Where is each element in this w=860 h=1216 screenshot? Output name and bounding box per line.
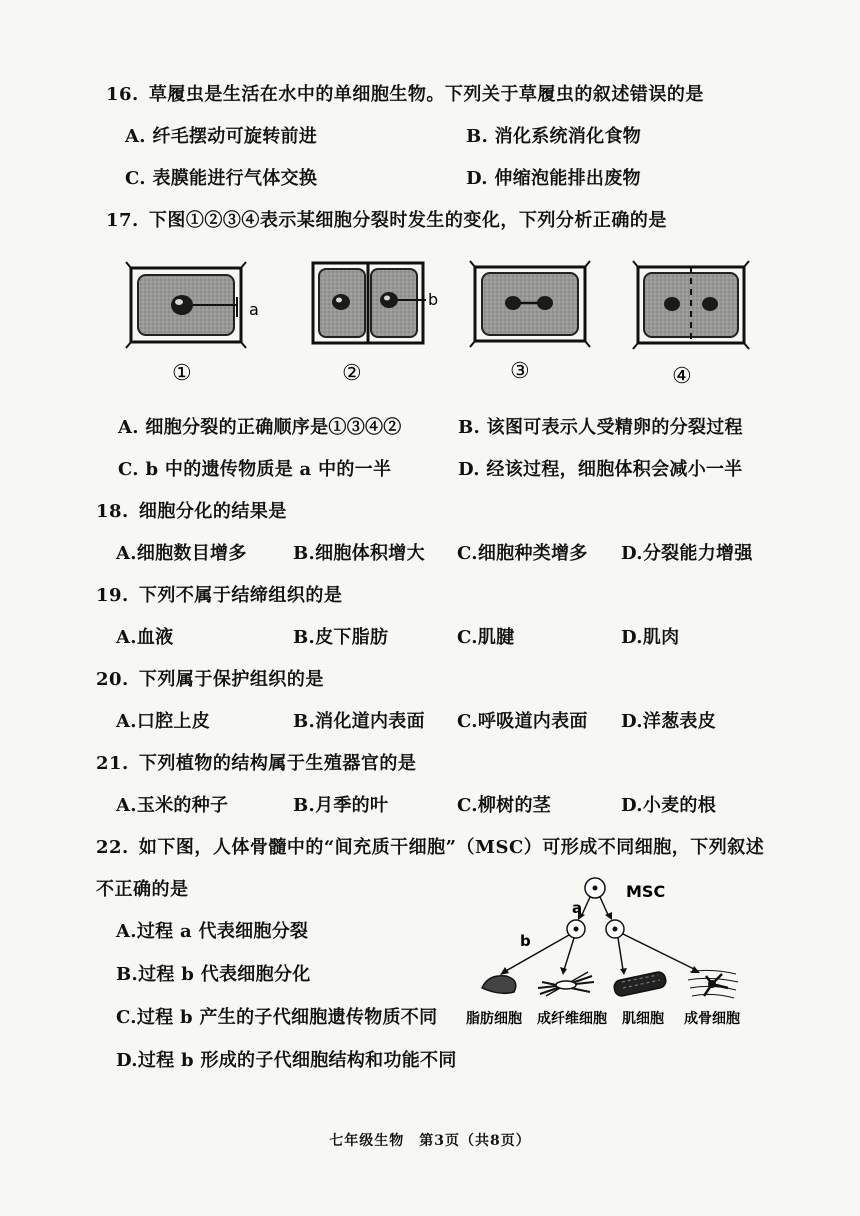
- question-number: 18.: [96, 501, 129, 522]
- msc-differentiation-diagram: [460, 872, 760, 1032]
- question-number: 19.: [96, 585, 129, 606]
- question-number: 22.: [96, 837, 129, 858]
- question-text: 细胞分化的结果是: [138, 501, 287, 522]
- msc-label: MSC: [626, 882, 666, 901]
- option-a: A.血液: [116, 627, 174, 648]
- option-c: C.肌腱: [457, 627, 515, 648]
- marker-a: a: [249, 300, 259, 319]
- cell-label-osteoblast: 成骨细胞: [684, 1011, 740, 1027]
- msc-cell: [585, 878, 605, 898]
- question-number: 17.: [106, 210, 139, 231]
- option-d: D.过程 b 形成的子代细胞结构和功能不同: [116, 1050, 457, 1071]
- question-text: 下列不属于结缔组织的是: [138, 585, 343, 606]
- page-footer: 七年级生物 第3页（共8页）: [329, 1133, 531, 1149]
- option-c: C. b 中的遗传物质是 a 中的一半: [118, 459, 392, 480]
- option-c: C.细胞种类增多: [457, 543, 588, 564]
- stage-label-4: ④: [672, 364, 692, 389]
- option-d: D.肌肉: [621, 627, 680, 648]
- question-19-stem: [96, 581, 342, 607]
- question-18-stem: [96, 497, 287, 523]
- question-22-stem-continued: 不正确的是: [96, 879, 189, 900]
- question-text: 草履虫是生活在水中的单细胞生物。下列关于草履虫的叙述错误的是: [148, 84, 704, 105]
- option-a: A.口腔上皮: [116, 711, 211, 732]
- option-b: B. 消化系统消化食物: [466, 126, 642, 147]
- cell-stage-4: [633, 261, 749, 349]
- option-c: C.柳树的茎: [457, 795, 552, 816]
- question-text: 如下图，人体骨髓中的“间充质干细胞”（MSC）可形成不同细胞，下列叙述: [138, 837, 765, 858]
- process-b-label: b: [520, 932, 531, 950]
- stage-label-1: ①: [172, 361, 192, 386]
- option-c: C. 表膜能进行气体交换: [125, 168, 318, 189]
- muscle-cell-shape: [613, 971, 667, 997]
- question-16-stem: [106, 80, 704, 106]
- fibroblast-shape: [538, 972, 594, 996]
- question-text: 下列属于保护组织的是: [138, 669, 324, 690]
- question-22-stem: [96, 833, 764, 859]
- option-b: B.消化道内表面: [293, 711, 425, 732]
- option-d: D.分裂能力增强: [621, 543, 753, 564]
- marker-b: b: [428, 290, 439, 309]
- question-21-stem: [96, 749, 416, 775]
- option-a: A.过程 a 代表细胞分裂: [116, 921, 309, 942]
- question-17-stem: [106, 206, 667, 232]
- option-a: A.细胞数目增多: [116, 543, 247, 564]
- option-b: B.细胞体积增大: [293, 543, 425, 564]
- fat-cell-shape: [482, 976, 516, 994]
- option-a: A. 纤毛摆动可旋转前进: [125, 126, 318, 147]
- question-number: 16.: [106, 84, 139, 105]
- option-c: C.过程 b 产生的子代细胞遗传物质不同: [116, 1007, 438, 1028]
- osteoblast-shape: [688, 970, 738, 998]
- question-number: 20.: [96, 669, 129, 690]
- question-text: 下图①②③④表示某细胞分裂时发生的变化，下列分析正确的是: [148, 210, 667, 231]
- option-b: B.皮下脂肪: [293, 627, 389, 648]
- process-a-label: a: [572, 899, 583, 917]
- option-b: B. 该图可表示人受精卵的分裂过程: [458, 417, 743, 438]
- option-b: B.月季的叶: [293, 795, 389, 816]
- cell-division-figure: [120, 255, 760, 400]
- cell-label-fibroblast: 成纤维细胞: [537, 1011, 607, 1027]
- daughter-cell-left: [567, 920, 585, 938]
- option-d: D.洋葱表皮: [621, 711, 717, 732]
- cell-label-muscle: 肌细胞: [622, 1011, 664, 1027]
- question-text: 下列植物的结构属于生殖器官的是: [138, 753, 417, 774]
- stage-label-2: ②: [342, 361, 362, 386]
- option-b: B.过程 b 代表细胞分化: [116, 964, 311, 985]
- option-d: D. 经该过程，细胞体积会减小一半: [458, 459, 743, 480]
- question-number: 21.: [96, 753, 129, 774]
- option-d: D.小麦的根: [621, 795, 717, 816]
- cell-stage-3: [470, 261, 590, 347]
- option-c: C.呼吸道内表面: [457, 711, 588, 732]
- option-a: A. 细胞分裂的正确顺序是①③④②: [118, 417, 402, 438]
- option-a: A.玉米的种子: [116, 795, 229, 816]
- cell-stage-2: [313, 263, 426, 343]
- cell-label-fat: 脂肪细胞: [466, 1011, 522, 1027]
- question-20-stem: [96, 665, 324, 691]
- cell-stage-1: [126, 262, 246, 348]
- option-d: D. 伸缩泡能排出废物: [466, 168, 641, 189]
- stage-label-3: ③: [510, 359, 530, 384]
- daughter-cell-right: [606, 920, 624, 938]
